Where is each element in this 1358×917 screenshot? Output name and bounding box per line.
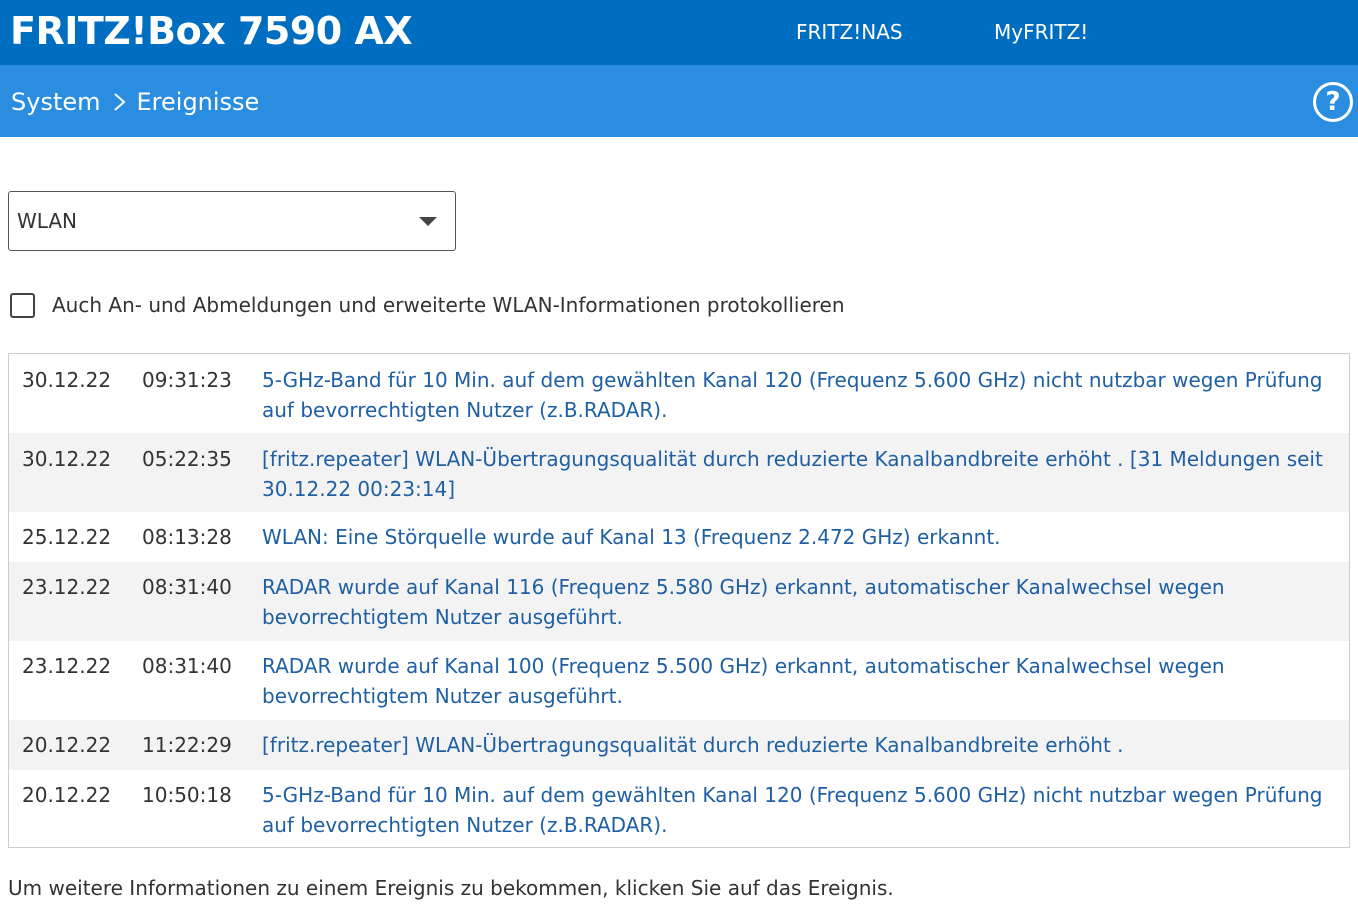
event-date: 25.12.22	[22, 525, 112, 549]
event-row[interactable]	[9, 562, 1349, 641]
log-details-checkbox[interactable]	[10, 293, 35, 318]
event-message[interactable]: 5-GHz-Band für 10 Min. auf dem gewählten Kanal 120 (Frequenz 5.600 GHz) nicht nutzbar wegen Prüfung auf bevorrechtigten Nutzer (z.B.RADAR).	[262, 783, 1323, 837]
breadcrumb-system[interactable]: System	[11, 88, 101, 116]
event-date: 23.12.22	[22, 654, 112, 678]
help-icon[interactable]: ?	[1313, 82, 1353, 122]
event-filter-select[interactable]	[8, 191, 456, 251]
event-row[interactable]	[9, 641, 1349, 720]
fritznas-link[interactable]: FRITZ!NAS	[796, 20, 903, 44]
breadcrumb	[11, 87, 259, 117]
myfritz-link[interactable]: MyFRITZ!	[994, 20, 1089, 44]
footer-hint: Um weitere Informationen zu einem Ereignis zu bekommen, klicken Sie auf das Ereignis.	[8, 876, 894, 900]
event-row[interactable]	[9, 433, 1349, 512]
event-filter-value: WLAN	[17, 209, 78, 233]
breadcrumb-bar	[0, 65, 1358, 137]
event-time: 09:31:23	[142, 368, 232, 392]
event-time: 10:50:18	[142, 783, 232, 807]
event-message[interactable]: RADAR wurde auf Kanal 100 (Frequenz 5.500 GHz) erkannt, automatischer Kanalwechsel wegen bevorrechtigtem Nutzer ausgeführt.	[262, 654, 1225, 708]
event-row[interactable]	[9, 354, 1349, 433]
event-time: 05:22:35	[142, 447, 232, 471]
event-date: 20.12.22	[22, 733, 112, 757]
breadcrumb-ereignisse: Ereignisse	[136, 88, 260, 116]
event-time: 08:31:40	[142, 575, 232, 599]
product-title: FRITZ!Box 7590 AX	[10, 9, 413, 53]
event-time: 08:13:28	[142, 525, 232, 549]
event-row[interactable]	[9, 512, 1349, 562]
event-row[interactable]	[9, 720, 1349, 770]
event-message[interactable]: [fritz.repeater] WLAN-Übertragungsqualität durch reduzierte Kanalbandbreite erhöht .	[262, 733, 1124, 757]
event-date: 23.12.22	[22, 575, 112, 599]
event-message[interactable]: RADAR wurde auf Kanal 116 (Frequenz 5.580 GHz) erkannt, automatischer Kanalwechsel wegen bevorrechtigtem Nutzer ausgeführt.	[262, 575, 1225, 629]
event-date: 30.12.22	[22, 447, 112, 471]
event-row[interactable]	[9, 770, 1349, 847]
log-details-option	[10, 292, 845, 318]
event-message[interactable]: 5-GHz-Band für 10 Min. auf dem gewählten Kanal 120 (Frequenz 5.600 GHz) nicht nutzbar wegen Prüfung auf bevorrechtigten Nutzer (z.B.RADAR).	[262, 368, 1323, 422]
event-message[interactable]: WLAN: Eine Störquelle wurde auf Kanal 13 (Frequenz 2.472 GHz) erkannt.	[262, 525, 1001, 549]
event-time: 11:22:29	[142, 733, 232, 757]
event-date: 20.12.22	[22, 783, 112, 807]
chevron-right-icon	[109, 90, 131, 114]
event-message[interactable]: [fritz.repeater] WLAN-Übertragungsqualität durch reduzierte Kanalbandbreite erhöht . [31 Meldungen seit 30.12.22 00:23:14]	[262, 447, 1323, 501]
log-details-label[interactable]: Auch An- und Abmeldungen und erweiterte WLAN-Informationen protokollieren	[52, 293, 845, 317]
event-date: 30.12.22	[22, 368, 112, 392]
header-bar	[0, 0, 1358, 65]
event-time: 08:31:40	[142, 654, 232, 678]
dropdown-arrow-icon	[419, 217, 437, 226]
event-log-table	[8, 353, 1350, 848]
